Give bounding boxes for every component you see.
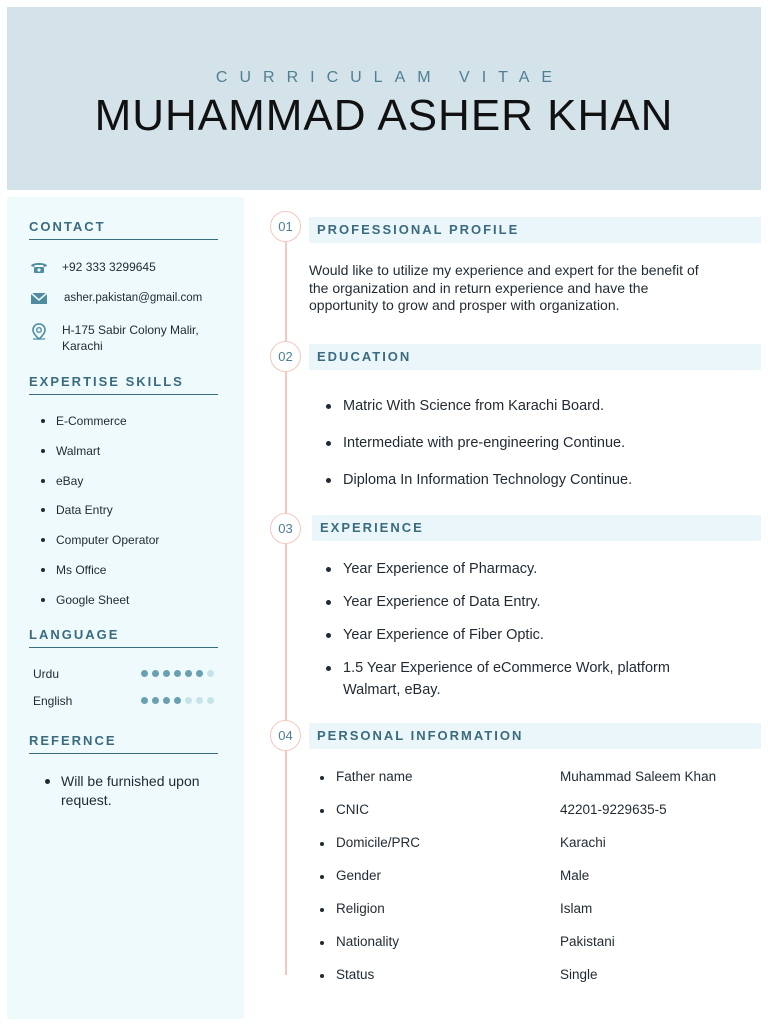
proficiency-dot: [141, 670, 148, 677]
personal-info-value: Karachi: [560, 835, 606, 850]
experience-item: Year Experience of Pharmacy.: [326, 558, 686, 580]
proficiency-dots: [141, 697, 214, 704]
skill-item: E-Commerce: [41, 413, 159, 443]
section-number-profile: 01: [270, 211, 301, 242]
language-row: [33, 667, 59, 681]
language-heading: LANGUAGE: [29, 627, 218, 648]
proficiency-dot: [207, 697, 214, 704]
personal-info-label: Gender: [336, 868, 382, 883]
reference-heading: REFERNCE: [29, 733, 218, 754]
email-address: asher.pakistan@gmail.com: [64, 292, 203, 304]
personal-info-row: [320, 901, 750, 921]
personal-info-row: [320, 967, 750, 987]
personal-info-label: CNIC: [336, 802, 369, 817]
proficiency-dot: [185, 697, 192, 704]
language-name: Urdu: [33, 667, 60, 681]
personal-info-value: Pakistani: [560, 934, 615, 949]
proficiency-dot: [174, 697, 181, 704]
language-row: [33, 694, 72, 708]
language-name: English: [33, 694, 73, 708]
phone-number: +92 333 3299645: [62, 260, 156, 274]
education-item: Intermediate with pre-engineering Continue.: [326, 432, 632, 454]
personal-info-value: Male: [560, 868, 590, 883]
proficiency-dots: [141, 670, 214, 677]
personal-info-row: [320, 835, 750, 855]
experience-item: Year Experience of Data Entry.: [326, 591, 686, 613]
experience-item: Year Experience of Fiber Optic.: [326, 624, 686, 646]
envelope-icon: [29, 290, 49, 306]
profile-heading: PROFESSIONAL PROFILE: [309, 217, 761, 243]
location-pin-icon: [29, 322, 49, 342]
phone-icon: [29, 259, 49, 275]
personal-info-row: [320, 934, 750, 954]
document-subtitle: CURRICULAM VITAE: [215, 69, 565, 86]
reference-text: Will be furnished upon request.: [45, 772, 235, 810]
experience-item: 1.5 Year Experience of eCommerce Work, platform Walmart, eBay.: [326, 657, 686, 701]
proficiency-dot: [174, 670, 181, 677]
personal-info-row: [320, 802, 750, 822]
personal-info-value: 42201-9229635-5: [560, 802, 667, 817]
personal-info-value: Single: [560, 967, 598, 982]
experience-list: [326, 558, 686, 712]
education-heading: EDUCATION: [309, 344, 761, 370]
skill-item: Computer Operator: [41, 532, 159, 562]
skill-item: Data Entry: [41, 502, 159, 532]
proficiency-dot: [196, 670, 203, 677]
proficiency-dot: [196, 697, 203, 704]
proficiency-dot: [207, 670, 214, 677]
education-item: Matric With Science from Karachi Board.: [326, 395, 632, 417]
skill-item: eBay: [41, 473, 159, 503]
address-text: H-175 Sabir Colony Malir, Karachi: [62, 323, 199, 353]
education-item: Diploma In Information Technology Continue.: [326, 469, 632, 491]
contact-heading: CONTACT: [29, 219, 218, 240]
proficiency-dot: [163, 697, 170, 704]
personal-info-label: Status: [336, 967, 375, 982]
sidebar: [7, 197, 244, 1019]
personal-info-label: Nationality: [336, 934, 400, 949]
profile-text: Would like to utilize my experience and expert for the benefit of the organization and in return experience and have the opportunity to grow and prosper with organization.: [309, 262, 699, 313]
personal-info-value: Islam: [560, 901, 593, 916]
proficiency-dot: [152, 670, 159, 677]
personal-info-row: [320, 769, 750, 789]
personal-info-row: [320, 868, 750, 888]
skills-heading: EXPERTISE SKILLS: [29, 374, 218, 395]
candidate-name: MUHAMMAD ASHER KHAN: [94, 91, 674, 140]
personal-info-label: Religion: [336, 901, 385, 916]
skills-list: [41, 413, 159, 622]
proficiency-dot: [152, 697, 159, 704]
section-number-personal: 04: [270, 720, 301, 751]
education-list: [326, 395, 632, 506]
skill-item: Ms Office: [41, 562, 159, 592]
personal-info-label: Father name: [336, 769, 413, 784]
skill-item: Walmart: [41, 443, 159, 473]
personal-heading: PERSONAL INFORMATION: [309, 723, 761, 749]
proficiency-dot: [163, 670, 170, 677]
proficiency-dot: [185, 670, 192, 677]
personal-info-value: Muhammad Saleem Khan: [560, 769, 717, 784]
section-number-experience: 03: [270, 513, 301, 544]
experience-heading: EXPERIENCE: [312, 515, 761, 541]
section-number-education: 02: [270, 341, 301, 372]
personal-info-label: Domicile/PRC: [336, 835, 421, 850]
proficiency-dot: [141, 697, 148, 704]
header-banner: [7, 7, 761, 190]
skill-item: Google Sheet: [41, 592, 159, 622]
